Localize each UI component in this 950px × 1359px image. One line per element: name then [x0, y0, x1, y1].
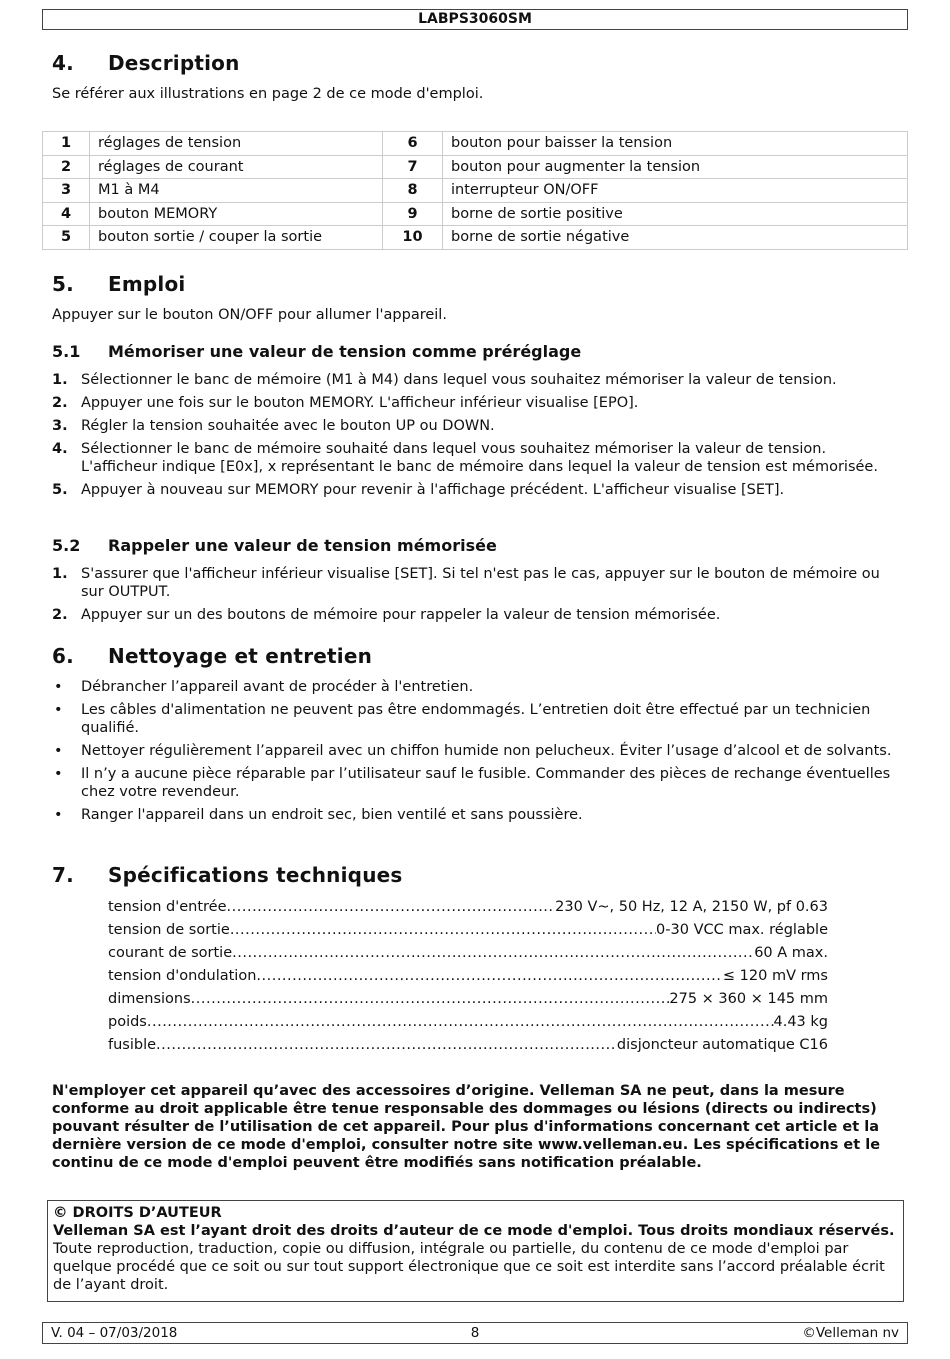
table-row	[43, 132, 908, 156]
part-label: interrupteur ON/OFF	[443, 179, 908, 203]
part-number: 5	[43, 226, 90, 250]
list-item	[52, 371, 902, 389]
spec-leader	[227, 897, 556, 920]
version-date: V. 04 – 07/03/2018	[51, 1325, 178, 1341]
step-text: Sélectionner le banc de mémoire (M1 à M4) dans lequel vous souhaitez mémoriser la valeur de tension.	[81, 372, 837, 388]
bullet-text: Il n’y a aucune pièce réparable par l’utilisateur sauf le fusible. Commander des pièces de rechange éventuelles chez votre revendeur.	[81, 766, 891, 800]
copyright-bold-text: Velleman SA est l’ayant droit des droits d’auteur de ce mode d'emploi. Tous droits mondiaux réservés.	[53, 1223, 895, 1239]
brand-copyright: ©Velleman nv	[802, 1325, 899, 1341]
part-label: réglages de courant	[90, 155, 383, 179]
spec-leader	[232, 943, 754, 966]
part-label: M1 à M4	[90, 179, 383, 203]
list-item	[52, 765, 902, 801]
step-text: Appuyer sur un des boutons de mémoire pour rappeler la valeur de tension mémorisée.	[81, 607, 721, 623]
step-text: Appuyer une fois sur le bouton MEMORY. L'afficheur inférieur visualise [EPO].	[81, 395, 639, 411]
copyright-box	[47, 1200, 904, 1302]
cleaning-list	[52, 678, 902, 829]
spec-label: tension d'ondulation	[108, 968, 257, 984]
step-text: Régler la tension souhaitée avec le bouton UP ou DOWN.	[81, 418, 495, 434]
spec-value: 0-30 VCC max. réglable	[656, 922, 828, 938]
spec-row	[108, 1035, 828, 1058]
section-heading-usage: 5. Emploi	[52, 272, 186, 296]
part-number: 7	[383, 155, 443, 179]
list-item	[52, 806, 902, 824]
step-text: Sélectionner le banc de mémoire souhaité dans lequel vous souhaitez mémoriser la valeur de tension. L'afficheur indique [E0x], x représentant le banc de mémoire dans lequel la valeur de tension est mémorisée.	[81, 441, 878, 475]
bullet-icon: •	[54, 743, 63, 759]
spec-leader	[256, 966, 723, 989]
list-item	[52, 481, 902, 499]
step-text: Appuyer à nouveau sur MEMORY pour revenir à l'affichage précédent. L'afficheur visualise [SET].	[81, 482, 785, 498]
spec-value: disjoncteur automatique C16	[616, 1037, 828, 1053]
spec-value: 60 A max.	[754, 945, 828, 961]
spec-label: courant de sortie	[108, 945, 233, 961]
spec-label: tension d'entrée	[108, 899, 227, 915]
list-item	[52, 565, 902, 601]
step-number: 5.	[52, 482, 68, 498]
copyright-rest-text: Toute reproduction, traduction, copie ou diffusion, intégrale ou partielle, du contenu de ce mode d'emploi par quelque procédé que ce soit ou sur tout support électronique que ce soit est interdite sans l’accord préalable écrit de l’ayant droit.	[53, 1241, 885, 1293]
list-item	[52, 701, 902, 737]
spec-label: dimensions	[108, 991, 191, 1007]
spec-row	[108, 1012, 828, 1035]
part-label: réglages de tension	[90, 132, 383, 156]
step-number: 4.	[52, 441, 68, 457]
disclaimer: N'employer cet appareil qu’avec des accessoires d’origine. Velleman SA ne peut, dans la mesure conforme au droit applicable être tenue responsable des dommages ou lésions (directs ou indirects) pouvant résulter de l’utilisation de cet appareil. Pour plus d'informations concernant cet article et la dernière version de ce mode d'emploi, consulter notre site www.velleman.eu. Les spécifications et le continu de ce mode d'emploi peuvent être modifiés sans notification préalable.	[52, 1083, 881, 1171]
parts-table	[42, 131, 908, 250]
copyright-text	[53, 1222, 898, 1294]
spec-row	[108, 920, 828, 943]
subsection-heading-recall: 5.2 Rappeler une valeur de tension mémorisée	[52, 536, 497, 555]
part-label: bouton pour augmenter la tension	[443, 155, 908, 179]
bullet-icon: •	[54, 679, 63, 695]
model-name: LABPS3060SM	[418, 11, 532, 27]
recall-steps-list	[52, 565, 902, 629]
part-label: bouton MEMORY	[90, 202, 383, 226]
spec-value: ≤ 120 mV rms	[722, 968, 828, 984]
bullet-text: Débrancher l’appareil avant de procéder à l'entretien.	[81, 679, 474, 695]
spec-row	[108, 989, 828, 1012]
page-number: 8	[470, 1325, 480, 1341]
specs-list	[108, 897, 828, 1058]
bullet-icon: •	[54, 766, 63, 782]
part-number: 6	[383, 132, 443, 156]
bullet-text: Ranger l'appareil dans un endroit sec, bien ventilé et sans poussière.	[81, 807, 583, 823]
part-label: bouton sortie / couper la sortie	[90, 226, 383, 250]
spec-row	[108, 943, 828, 966]
spec-row	[108, 966, 828, 989]
bullet-text: Nettoyer régulièrement l’appareil avec un chiffon humide non pelucheux. Éviter l’usage d’alcool et de solvants.	[81, 743, 892, 759]
spec-row	[108, 897, 828, 920]
subsection-heading-store: 5.1 Mémoriser une valeur de tension comme préréglage	[52, 342, 582, 361]
list-item	[52, 606, 902, 624]
list-item	[52, 678, 902, 696]
list-item	[52, 417, 902, 435]
part-label: bouton pour baisser la tension	[443, 132, 908, 156]
bullet-icon: •	[54, 702, 63, 718]
list-item	[52, 394, 902, 412]
section-heading-description: 4. Description	[52, 51, 240, 75]
section-heading-cleaning: 6. Nettoyage et entretien	[52, 644, 373, 668]
part-number: 3	[43, 179, 90, 203]
table-row	[43, 179, 908, 203]
step-number: 1.	[52, 566, 68, 582]
bullet-icon: •	[54, 807, 63, 823]
spec-leader	[156, 1035, 617, 1058]
part-label: borne de sortie négative	[443, 226, 908, 250]
usage-intro: Appuyer sur le bouton ON/OFF pour allumer l'appareil.	[52, 307, 447, 323]
step-number: 1.	[52, 372, 68, 388]
step-number: 2.	[52, 607, 68, 623]
spec-value: 4.43 kg	[773, 1014, 828, 1030]
spec-leader	[230, 920, 656, 943]
part-number: 9	[383, 202, 443, 226]
copyright-title: © DROITS D’AUTEUR	[53, 1205, 222, 1221]
step-text: S'assurer que l'afficheur inférieur visualise [SET]. Si tel n'est pas le cas, appuyer sur le bouton de mémoire ou sur OUTPUT.	[81, 566, 880, 600]
part-number: 4	[43, 202, 90, 226]
spec-label: tension de sortie	[108, 922, 230, 938]
part-number: 10	[383, 226, 443, 250]
part-label: borne de sortie positive	[443, 202, 908, 226]
table-row	[43, 226, 908, 250]
list-item	[52, 440, 902, 476]
bullet-text: Les câbles d'alimentation ne peuvent pas être endommagés. L’entretien doit être effectué par un technicien qualifié.	[81, 702, 871, 736]
spec-value: 275 × 360 × 145 mm	[669, 991, 828, 1007]
page-header	[42, 9, 908, 30]
list-item	[52, 742, 902, 760]
page-footer	[42, 1322, 908, 1344]
spec-leader	[147, 1012, 774, 1035]
table-row	[43, 202, 908, 226]
part-number: 2	[43, 155, 90, 179]
description-intro: Se référer aux illustrations en page 2 de ce mode d'emploi.	[52, 86, 484, 102]
spec-value: 230 V~, 50 Hz, 12 A, 2150 W, pf 0.63	[555, 899, 828, 915]
table-row	[43, 155, 908, 179]
part-number: 1	[43, 132, 90, 156]
store-steps-list	[52, 371, 902, 504]
section-heading-specs: 7. Spécifications techniques	[52, 863, 403, 887]
part-number: 8	[383, 179, 443, 203]
spec-label: poids	[108, 1014, 147, 1030]
spec-label: fusible	[108, 1037, 157, 1053]
spec-leader	[191, 989, 670, 1012]
step-number: 3.	[52, 418, 68, 434]
step-number: 2.	[52, 395, 68, 411]
